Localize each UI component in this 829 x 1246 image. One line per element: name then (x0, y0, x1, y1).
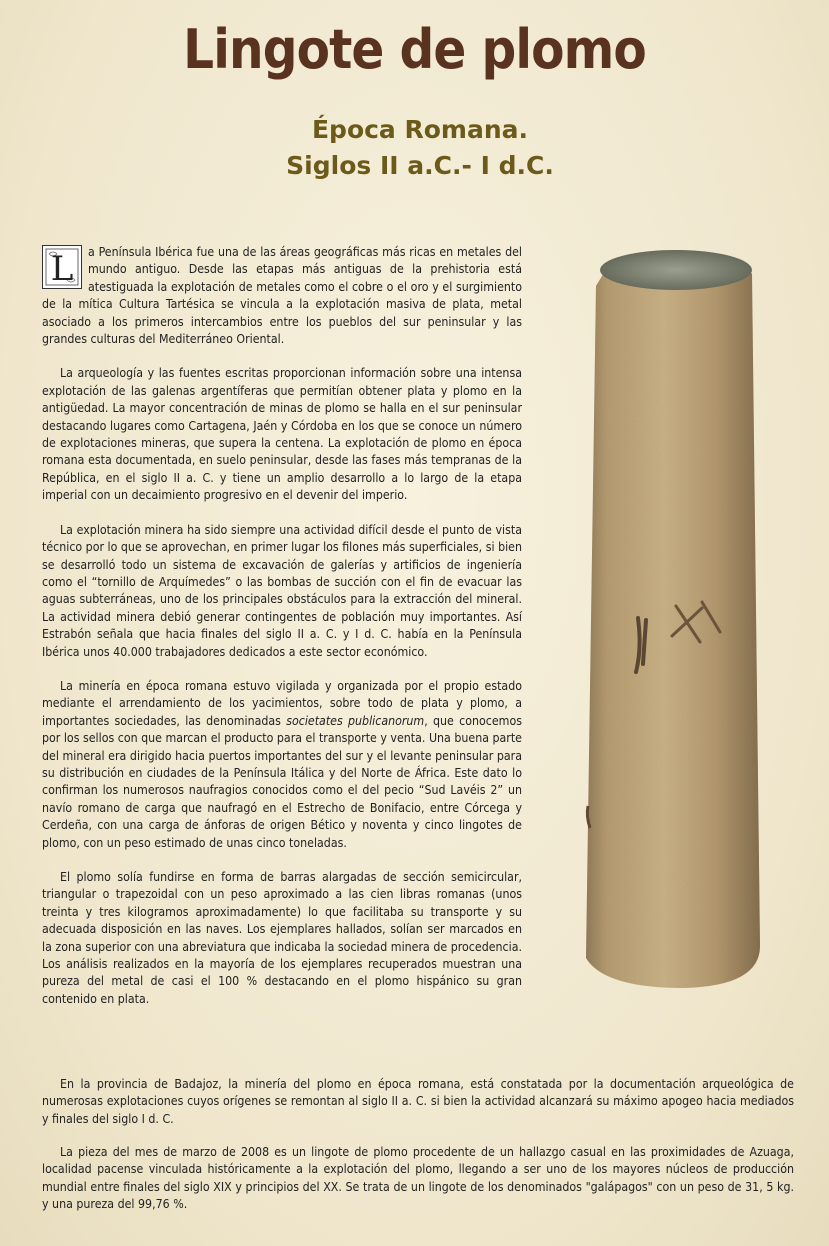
paragraph-7-block (42, 1144, 794, 1214)
paragraph-4-start: La minería en época romana estuvo vigilada y organizada por el propio estado mediante el arrendamiento de los yacimientos, sobre todo de plata y plomo, a importantes sociedades, las denominadas (42, 678, 522, 728)
paragraph-4-end: , que conocemos por los sellos con que marcan el producto para el transporte y venta. Una buena parte del mineral era dirigido hacia puertos importantes del sur y el levante peninsular para su distribución en ciudades de la Península Itálica y del Norte de África. Este dato lo confirman los numerosos naufragios conocidos como el del pecio “Sud Lavéis 2” un navío romano de carga que naufragó en el Estrecho de Bonifacio, entre Córcega y Cerdeña, con una carga de ánforas de origen Bético y noventa y cinco lingotes de plomo, con un peso estimado de unas cinco toneladas. (42, 713, 522, 850)
main-text-column (42, 244, 522, 1025)
dropcap-letter: L (50, 249, 74, 288)
subtitle-line-2: Siglos II a.C.- I d.C. (286, 151, 554, 180)
paragraph-2: La arqueología y las fuentes escritas proporcionan información sobre una intensa explotación de las galenas argentíferas que permitían obtener plata y plomo en la antigüedad. La mayor concentración de minas de plomo se halla en el sur peninsular destacando lugares como Cartagena, Jaén y Córdoba en los que se conoce un número de explotaciones mineras, que supera la centena. La explotación de plomo en época romana esta documentada, en suelo peninsular, desde las fases más tempranas de la República, en el siglo II a. C. y tiene un amplio desarrollo a lo largo de la etapa imperial con un decaimiento progresivo en el devenir del imperio. (42, 366, 522, 503)
page-subtitle (230, 112, 610, 184)
subtitle-line-1: Época Romana. (311, 115, 529, 144)
paragraph-7: La pieza del mes de marzo de 2008 es un lingote de plomo procedente de un hallazgo casual en las proximidades de Azuaga, localidad pacense vinculada históricamente a la explotación del plomo, llegando a ser uno de los mayores núcleos de producción mundial entre finales del siglo XIX y principios del XX. Se trata de un lingote de los denominados "galápagos" con un peso de 31, 5 kg. y una pureza del 99,76 %. (42, 1145, 794, 1212)
paragraph-4 (42, 678, 522, 852)
paragraph-4-italic: societates publicanorum (286, 713, 425, 728)
paragraph-6: En la provincia de Badajoz, la minería del plomo en época romana, está constatada por la documentación arqueológica de numerosas explotaciones cuyos orígenes se remontan al siglo II a. C. si bien la actividad alcanzará su máximo apogeo hacia mediados y finales del siglo I d. C. (42, 1077, 794, 1126)
paragraph-1-text: a Península Ibérica fue una de las áreas geográficas más ricas en metales del mundo antiguo. Desde las etapas más antiguas de la prehistoria está atestiguada la explotación de metales como el cobre o el oro y el surgimiento de la mítica Cultura Tartésica se vincula a la explotación masiva de plata, metal asociado a los primeros intercambios entre los pueblos del sur peninsular y las grandes culturas del Mediterráneo Oriental. (42, 245, 522, 347)
paragraph-3: La explotación minera ha sido siempre una actividad difícil desde el punto de vista técnico por lo que se aprovechan, en primer lugar los filones más superficiales, si bien se desarrolló todo un sistema de excavación de galerías y artificios de ingeniería como el “tornillo de Arquímedes” o las bombas de succión con el fin de evacuar las aguas subterráneas, uno de los principales obstáculos para la extracción del mineral. La actividad minera debió generar contingentes de población muy importantes. Así Estrabón señala que hacia finales del siglo II a. C. y I d. C. había en la Península Ibérica unos 40.000 trabajadores dedicados a este sector económico. (42, 522, 522, 659)
paragraph-1 (42, 244, 522, 348)
dropcap-ornament (42, 245, 82, 289)
lead-ingot-photo (574, 246, 774, 992)
paragraph-6-block (42, 1076, 794, 1128)
paragraph-5: El plomo solía fundirse en forma de barras alargadas de sección semicircular, triangular o trapezoidal con un peso aproximado a las cien libras romanas (unos treinta y tres kilogramos aproximadamente) lo que facilitaba su transporte y su adecuada disposición en las naves. Los ejemplares hallados, solían ser marcados en la zona superior con una abreviatura que indicaba la sociedad minera de procedencia. Los análisis realizados en la mayoría de los ejemplares recuperados muestran una pureza del metal de casi el 100 % destacando en el plomo hispánico su gran contenido en plata. (42, 870, 522, 1006)
page-title: Lingote de plomo (183, 18, 646, 81)
